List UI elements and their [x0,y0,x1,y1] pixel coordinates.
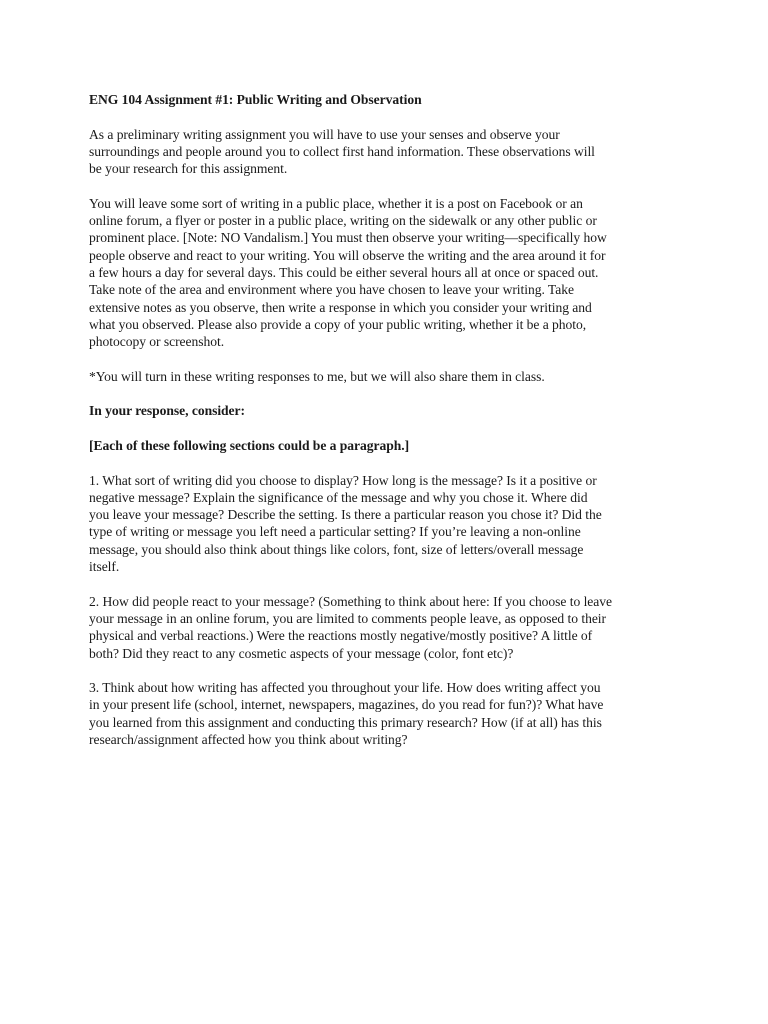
intro-paragraph: As a preliminary writing assignment you will have to use your senses and observe your surroundings and people around you to collect first hand information. These observations will be your research for this assignment. [89,126,595,177]
question-1: 1. What sort of writing did you choose to display? How long is the message? Is it a positive or negative message? Explain the significance of the message and why you chose it. Where did you leave your message? Describe the setting. Is there a particular reason you chose it? Did the type of writing or message you left need a particular setting? If you’re leaving a non-online message, you should also think about things like colors, font, size of letters/overall message itself. [89,472,602,575]
question-2: 2. How did people react to your message? (Something to think about here: If you choose to leave your message in an online forum, you are limited to comments people leave, as opposed to their physical and verbal reactions.) Were the reactions mostly negative/mostly positive? A little of both? Did they react to any cosmetic aspects of your message (color, font etc)? [89,593,612,661]
document-title: ENG 104 Assignment #1: Public Writing and Observation [89,92,422,107]
document-body [89,91,689,766]
response-heading: In your response, consider: [89,403,246,419]
share-note-paragraph: *You will turn in these writing responses to me, but we will also share them in class. [89,368,545,384]
instructions-paragraph: You will leave some sort of writing in a public place, whether it is a post on Facebook or an online forum, a flyer or poster in a public place, writing on the sidewalk or any other public or prominent place. [Note: NO Vandalism.] You must then observe your writing—specifically how people observe and react to your writing. You will observe the writing and the area around it for a few hours a day for several days. This could be either several hours all at once or spaced out. Take note of the area and environment where you have chosen to leave your writing. Take extensive notes as you observe, then write a response in which you consider your writing and what you observed. Please also provide a copy of your public writing, whether it be a photo, photocopy or screenshot. [89,195,607,350]
question-3: 3. Think about how writing has affected you throughout your life. How does writing affect you in your present life (school, internet, newspapers, magazines, do you read for fun?)? What have you learned from this assignment and conducting this primary research? How (if at all) has this research/assignment affected how you think about writing? [89,680,604,747]
sections-note: [Each of these following sections could be a paragraph.] [89,437,410,453]
